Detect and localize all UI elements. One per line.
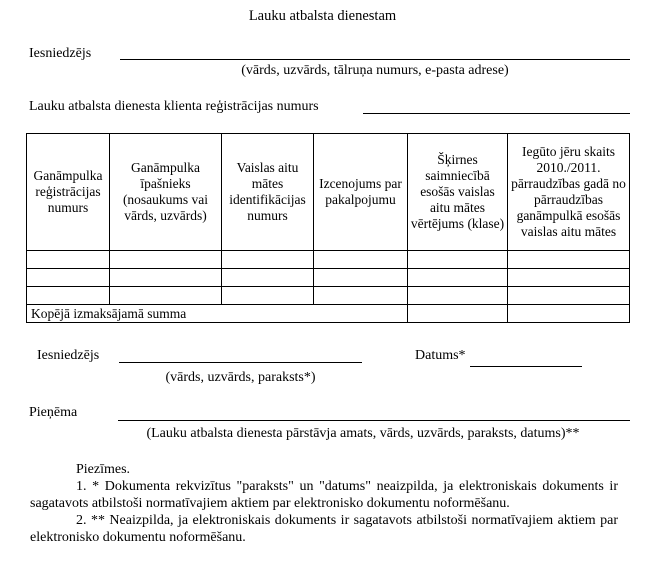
table-header-row (27, 134, 630, 251)
table-cell[interactable] (222, 287, 314, 305)
col-header: Iegūto jēru skaits 2010./2011. pārraudzības gadā no pārraudzības ganāmpulkā esošās vaislas aitu mātes (508, 134, 630, 251)
table-cell[interactable] (408, 287, 508, 305)
table-cell[interactable] (508, 269, 630, 287)
note-item: 1. * Dokumenta rekvizītus "paraksts" un "datums" neaizpilda, ja elektroniskais dokuments ir sagatavots atbilstoši normatīvajiem aktiem par elektronisko dokumentu noformēšanu. (30, 479, 618, 511)
accepted-field[interactable] (118, 420, 630, 421)
col-header: Ganāmpulka īpašnieks (nosaukums vai vārds, uzvārds) (110, 134, 222, 251)
table-cell[interactable] (110, 287, 222, 305)
applicant-label: Iesniedzējs (29, 46, 92, 61)
table-row (27, 287, 630, 305)
signature-field[interactable] (119, 362, 362, 363)
table-cell[interactable] (508, 305, 630, 323)
table-cell[interactable] (110, 251, 222, 269)
table-cell[interactable] (408, 251, 508, 269)
applicant-field[interactable] (120, 59, 630, 60)
table-cell[interactable] (27, 251, 110, 269)
col-header: Vaislas aitu mātes identifikācijas numurs (222, 134, 314, 251)
table-cell[interactable] (314, 287, 408, 305)
table-cell[interactable] (408, 305, 508, 323)
table-cell[interactable] (222, 251, 314, 269)
col-header: Izcenojums par pakalpojumu (314, 134, 408, 251)
notes-section (30, 461, 618, 546)
total-label: Kopējā izmaksājamā summa (27, 305, 408, 323)
signature-caption: (vārds, uzvārds, paraksts*) (165, 370, 316, 385)
client-reg-field[interactable] (363, 113, 630, 114)
signature-applicant-label: Iesniedzējs (37, 348, 100, 363)
col-header: Šķirnes saimniecībā esošās vaislas aitu mātes vērtējums (klase) (408, 134, 508, 251)
sheep-table (26, 133, 630, 323)
client-reg-label: Lauku atbalsta dienesta klienta reģistrācijas numurs (29, 99, 319, 114)
table-cell[interactable] (314, 269, 408, 287)
table-row (27, 251, 630, 269)
date-field[interactable] (470, 366, 582, 367)
table-cell[interactable] (27, 287, 110, 305)
date-label: Datums* (415, 348, 466, 363)
table-cell[interactable] (222, 269, 314, 287)
table-cell[interactable] (110, 269, 222, 287)
col-header: Ganāmpulka reģistrācijas numurs (27, 134, 110, 251)
note-item: 2. ** Neaizpilda, ja elektroniskais dokuments ir sagatavots atbilstoši normatīvajiem aktiem par elektronisko dokumentu noformēšanu. (30, 513, 618, 545)
accepted-caption: (Lauku atbalsta dienesta pārstāvja amats, vārds, uzvārds, paraksts, datums)** (146, 426, 580, 441)
applicant-caption: (vārds, uzvārds, tālruņa numurs, e-pasta adrese) (241, 63, 509, 78)
table-cell[interactable] (408, 269, 508, 287)
table-cell[interactable] (508, 251, 630, 269)
accepted-label: Pieņēma (29, 405, 78, 420)
page-title: Lauku atbalsta dienestam (248, 8, 397, 24)
notes-title: Piezīmes. (76, 462, 131, 477)
table-total-row (27, 305, 630, 323)
table-cell[interactable] (314, 251, 408, 269)
table-row (27, 269, 630, 287)
table-cell[interactable] (508, 287, 630, 305)
table-cell[interactable] (27, 269, 110, 287)
